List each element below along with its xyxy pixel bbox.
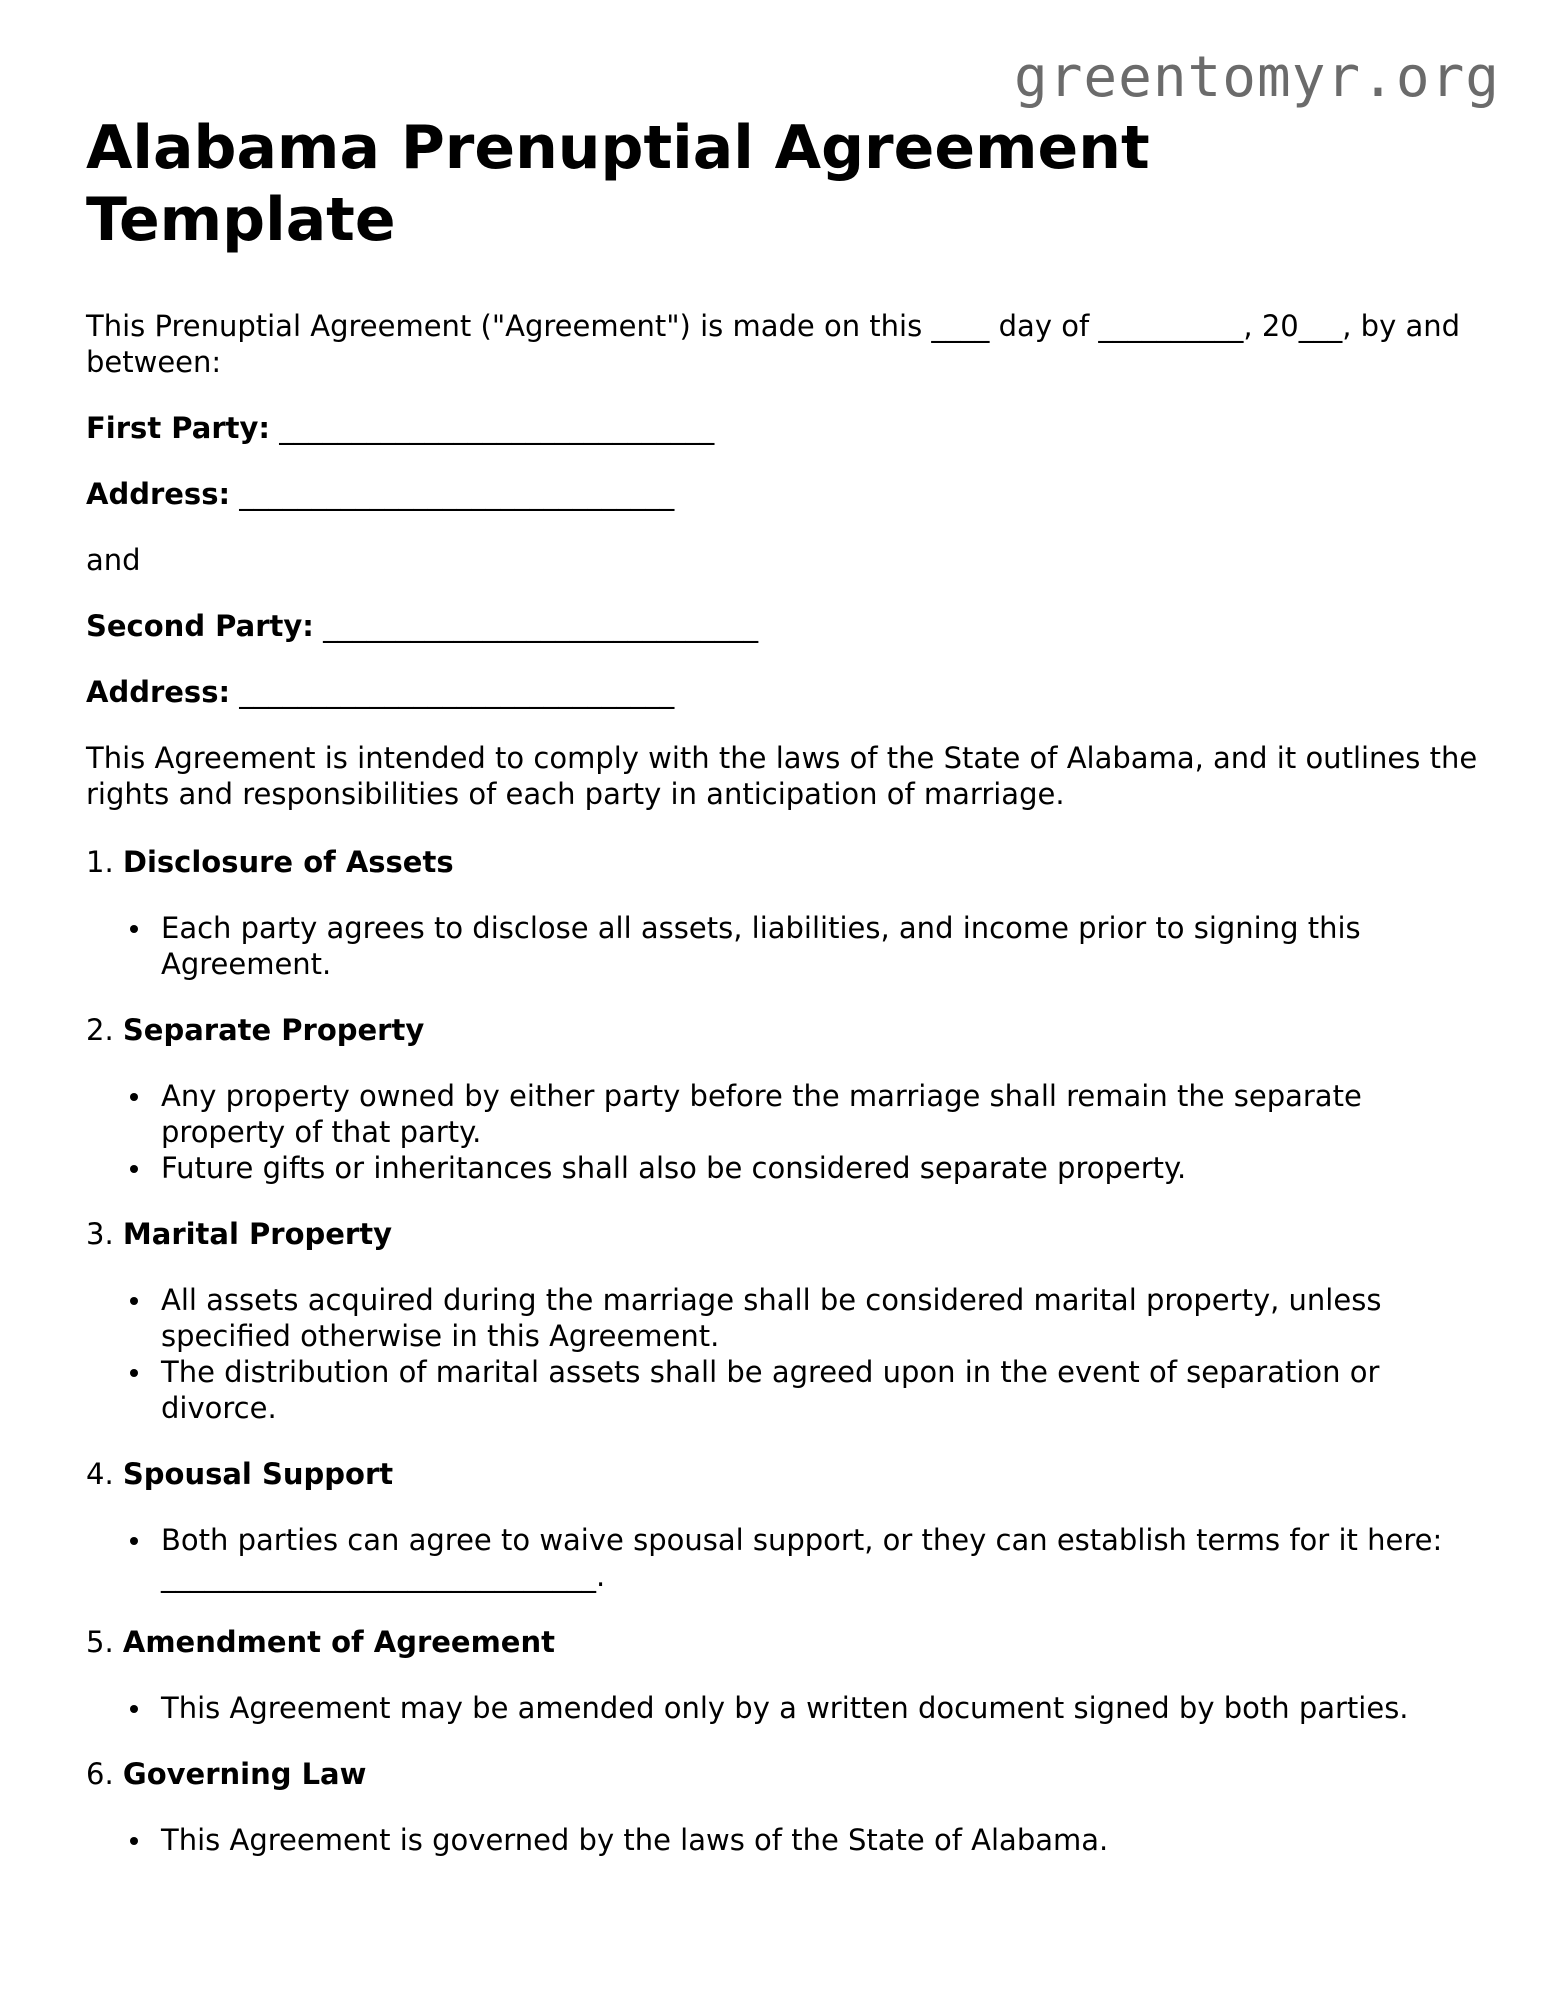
section-number: 5. <box>86 1625 114 1659</box>
section-points <box>86 1690 1486 1726</box>
section-heading <box>86 844 1486 880</box>
first-party-blank: ______________________________ <box>279 411 715 445</box>
section-number: 4. <box>86 1457 114 1491</box>
section-title: Amendment of Agreement <box>122 1625 555 1659</box>
section-heading <box>86 1456 1486 1492</box>
section-item <box>86 1012 1486 1186</box>
section-title: Spousal Support <box>122 1457 394 1491</box>
second-address-blank: ______________________________ <box>239 675 675 709</box>
list-item: This Agreement may be amended only by a written document signed by both parties. <box>86 1690 1486 1726</box>
document-title: Alabama Prenuptial Agreement Template <box>86 113 1150 255</box>
section-title: Disclosure of Assets <box>122 845 454 879</box>
second-address-field <box>86 674 1486 710</box>
section-heading <box>86 1012 1486 1048</box>
section-item <box>86 1216 1486 1426</box>
intro-paragraph: This Prenuptial Agreement ("Agreement") is made on this ____ day of __________, 20___, by and between: <box>86 309 1461 379</box>
section-number: 6. <box>86 1757 114 1791</box>
list-item: This Agreement is governed by the laws of the State of Alabama. <box>86 1822 1486 1858</box>
section-number: 3. <box>86 1217 114 1251</box>
document-page <box>86 112 1486 1888</box>
section-title: Governing Law <box>122 1757 367 1791</box>
purpose-paragraph: This Agreement is intended to comply with the laws of the State of Alabama, and it outlines the rights and responsibilities of each party in anticipation of marriage. <box>86 741 1478 811</box>
first-party-label: First Party: <box>86 411 270 445</box>
list-item: All assets acquired during the marriage shall be considered marital property, unless specified otherwise in this Agreement. <box>86 1282 1486 1354</box>
section-heading <box>86 1756 1486 1792</box>
list-item: Both parties can agree to waive spousal support, or they can establish terms for it here: ______________________________. <box>86 1522 1486 1594</box>
first-address-label: Address: <box>86 477 231 511</box>
section-title: Marital Property <box>122 1217 393 1251</box>
second-party-label: Second Party: <box>86 609 314 643</box>
list-item: Each party agrees to disclose all assets, liabilities, and income prior to signing this Agreement. <box>86 910 1486 982</box>
and-text: and <box>86 543 141 577</box>
first-address-field <box>86 476 1486 512</box>
section-item <box>86 1756 1486 1858</box>
section-points <box>86 1282 1486 1426</box>
second-party-field <box>86 608 1486 644</box>
section-number: 1. <box>86 845 114 879</box>
second-party-blank: ______________________________ <box>323 609 759 643</box>
section-number: 2. <box>86 1013 114 1047</box>
sections-list <box>86 844 1486 1858</box>
section-item <box>86 844 1486 982</box>
second-address-label: Address: <box>86 675 231 709</box>
section-item <box>86 1456 1486 1594</box>
first-party-field <box>86 410 1486 446</box>
section-points <box>86 910 1486 982</box>
section-points <box>86 1522 1486 1594</box>
list-item: Future gifts or inheritances shall also be considered separate property. <box>86 1150 1486 1186</box>
section-title: Separate Property <box>122 1013 425 1047</box>
section-heading <box>86 1624 1486 1660</box>
site-watermark: greentomyr.org <box>1013 45 1500 110</box>
section-points <box>86 1078 1486 1186</box>
section-points <box>86 1822 1486 1858</box>
list-item: Any property owned by either party before the marriage shall remain the separate property of that party. <box>86 1078 1486 1150</box>
section-heading <box>86 1216 1486 1252</box>
section-item <box>86 1624 1486 1726</box>
first-address-blank: ______________________________ <box>239 477 675 511</box>
list-item: The distribution of marital assets shall be agreed upon in the event of separation or divorce. <box>86 1354 1486 1426</box>
